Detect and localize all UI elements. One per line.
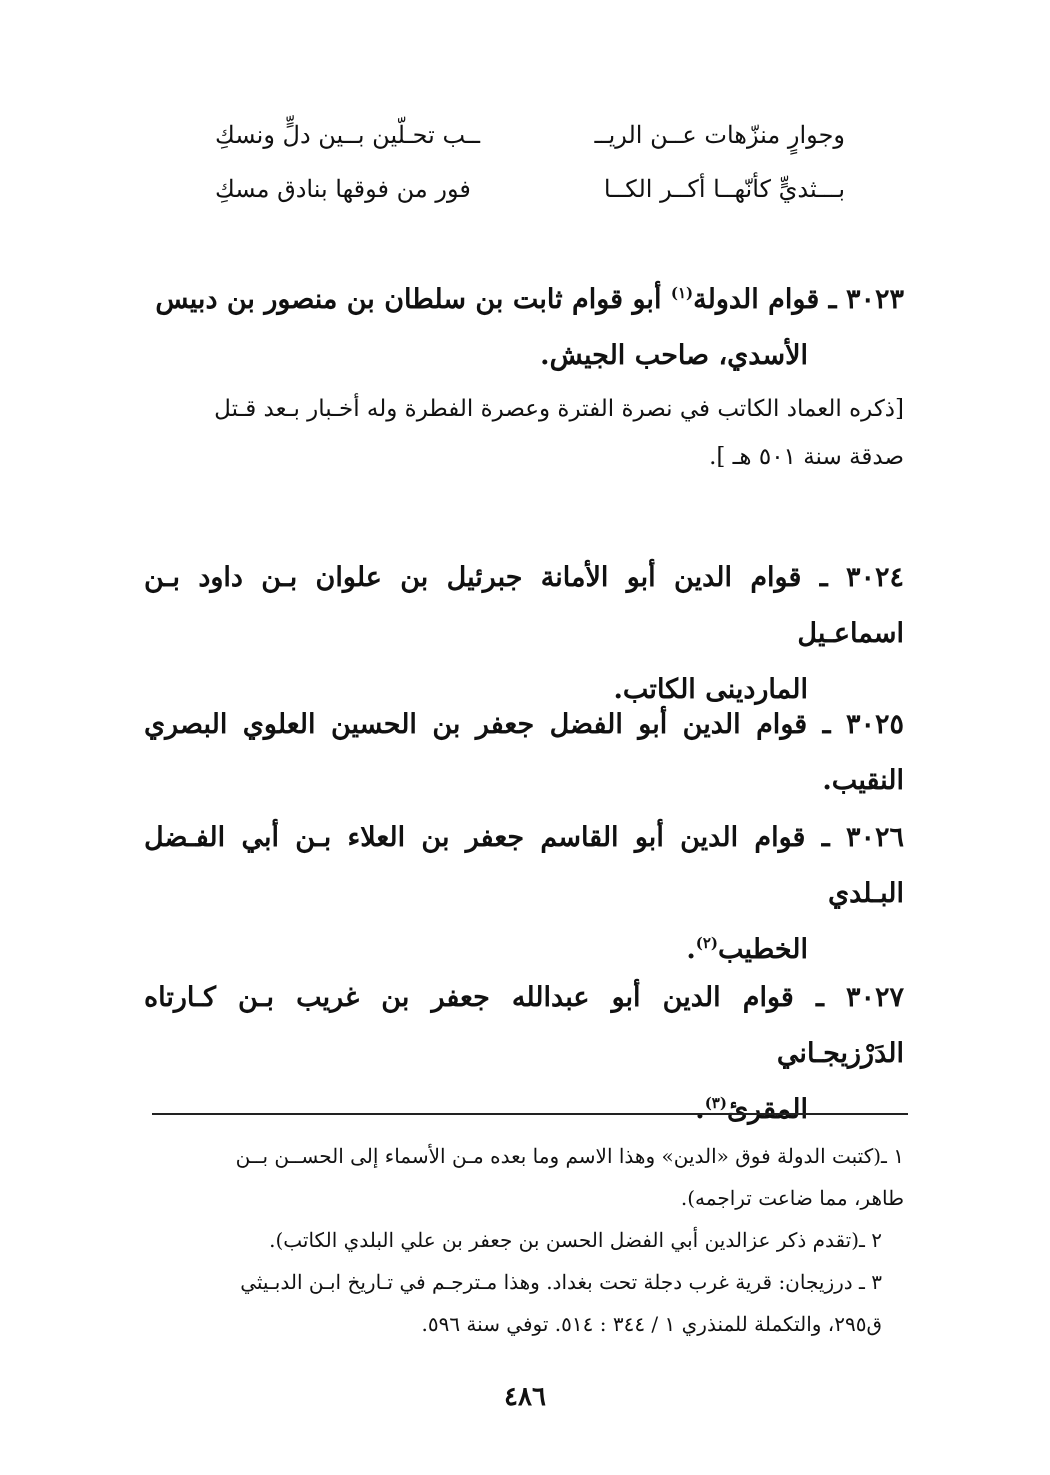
entry-line [144, 1082, 904, 1138]
bracketed-note [144, 385, 904, 481]
bracketed-note-line: [ذكره العماد الكاتب في نصرة الفترة وعصرة الفطرة وله أخـبار بـعد قـتل [214, 396, 904, 422]
entry-text: . [695, 1094, 705, 1125]
footnote-line: ٢ ـ(تقدم ذكر عزالدين أبي الفضل الحسن بن جعفر بن علي البلدي الكاتب). [269, 1228, 882, 1252]
poem-verse [215, 162, 845, 216]
poem-block [215, 108, 845, 216]
verse-second-hemistich: ــب تحـلّين بــين دلٍّ ونسكِ [215, 121, 481, 149]
entry-3025 [144, 697, 904, 809]
entry-line [144, 550, 904, 662]
footnote-marker: (٢) [695, 934, 719, 952]
entry-3024 [144, 550, 904, 718]
entry-3023 [144, 272, 904, 384]
footnote-2 [144, 1219, 904, 1261]
entry-text: قوام الدين أبو القاسم جعفر بن العلاء بـن أبي الفـضل البـلدي [144, 822, 904, 909]
entry-text: الخطيب [718, 934, 808, 965]
footnote-marker: (١) [670, 284, 694, 302]
verse-first-hemistich: بـــثديٍّ كأنّهــا أكــر الكــا [603, 175, 845, 203]
entry-text: أبو قوام ثابت بن سلطان بن منصور بن دبيس [155, 284, 671, 315]
entry-text: قوام الدولة [693, 284, 820, 315]
footnote-line: ٣ ـ درزيجان: قرية غرب دجلة تحت بغداد. وهذا مـترجـم في تـاريخ ابـن الدبـيثي [240, 1270, 882, 1294]
footnote-1 [144, 1135, 904, 1219]
entry-text: . [686, 934, 696, 965]
bracketed-note-line: صدقة سنة ٥٠١ هـ ]. [709, 444, 904, 470]
poem-verse [215, 108, 845, 162]
verse-first-hemistich: وجوارٍ منزّهات عــن الريــ [594, 121, 845, 149]
entry-line [144, 697, 904, 809]
footnote-3 [144, 1261, 904, 1345]
entry-line [144, 970, 904, 1082]
entry-number: ٣٠٢٤ ـ [819, 562, 905, 593]
entry-line [144, 272, 904, 328]
footnote-line: ق٢٩٥، والتكملة للمنذري ١ / ٣٤٤ : ٥١٤. توفي سنة ٥٩٦. [421, 1312, 882, 1336]
entry-number: ٣٠٢٦ ـ [821, 822, 905, 853]
entry-text: المقرئ [726, 1094, 808, 1125]
footnote-marker: (٣) [704, 1094, 727, 1112]
entry-3026 [144, 810, 904, 978]
entry-line: الأسدي، صاحب الجيش. [540, 340, 808, 371]
verse-second-hemistich: فور من فوقها بنادق مسكِ [215, 175, 471, 203]
entry-text: قوام الدين أبو عبدالله جعفر بن غريب بـن كـارتاه الدَرْزيجـاني [144, 982, 904, 1069]
page-number: ٤٨٦ [504, 1382, 546, 1412]
footnote-divider [152, 1113, 908, 1115]
entry-text: قوام الدين أبو الأمانة جبرئيل بن علوان بـن داود بـن اسماعـيل [144, 562, 904, 649]
footnotes-block [144, 1135, 904, 1345]
entry-number: ٣٠٢٧ ـ [815, 982, 904, 1013]
entry-number: ٣٠٢٥ ـ [822, 709, 904, 740]
footnote-line: ١ ـ(كتبت الدولة فوق «الدين» وهذا الاسم وما بعده مـن الأسماء إلى الحســن بــن [235, 1144, 904, 1168]
entry-line: الماردينى الكاتب. [613, 674, 808, 705]
entry-number: ٣٠٢٣ ـ [828, 284, 904, 315]
entry-line [144, 810, 904, 922]
footnote-line: طاهر، مما ضاعت تراجمه). [680, 1186, 904, 1210]
entry-text: قوام الدين أبو الفضل جعفر بن الحسين العلوي البصري النقيب. [144, 709, 904, 796]
